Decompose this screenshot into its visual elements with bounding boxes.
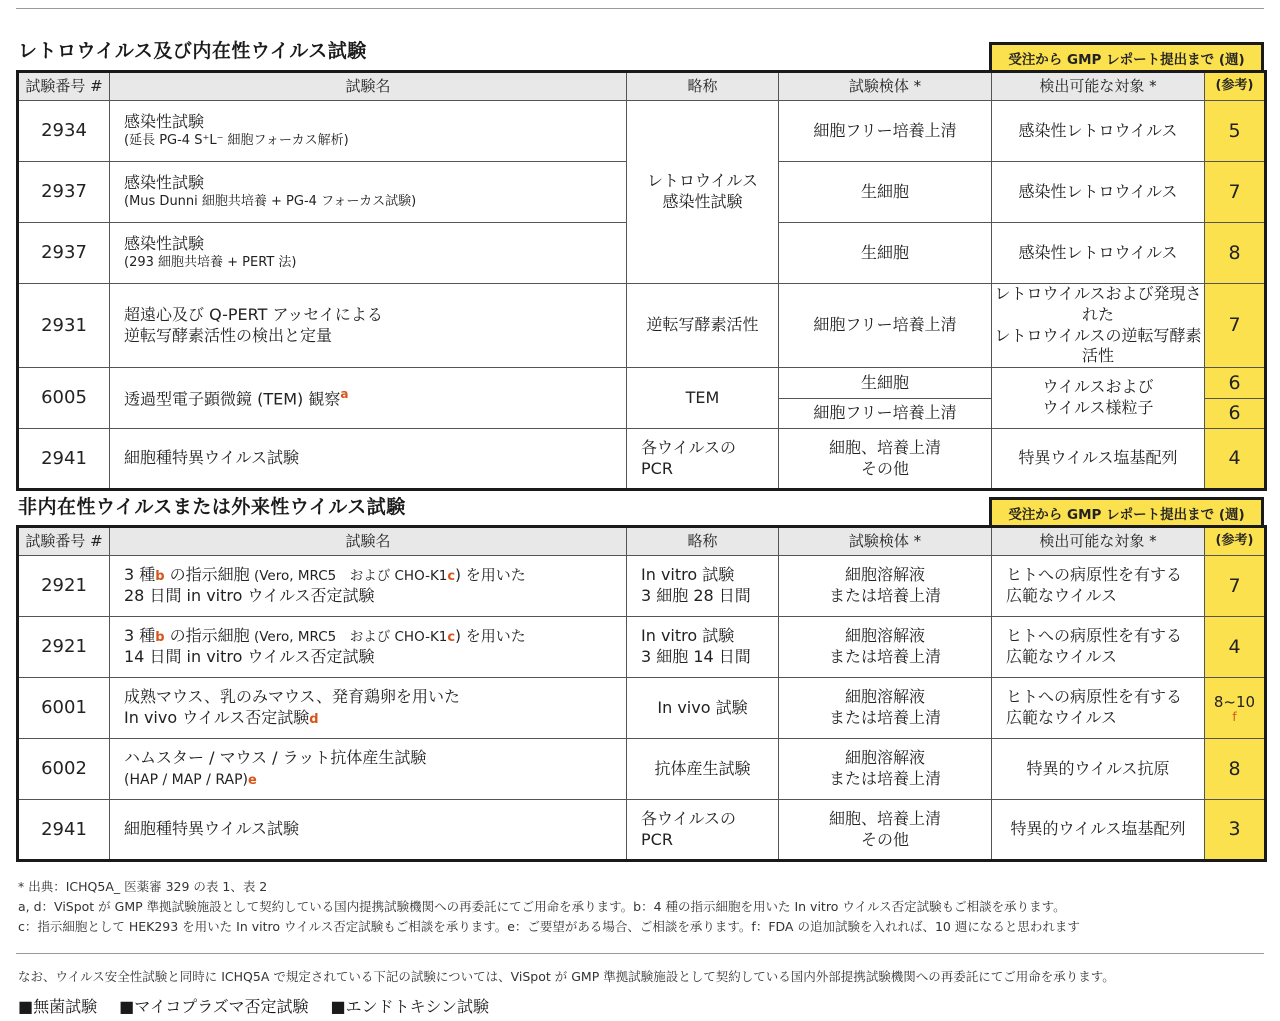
test-weeks: 8 [1205, 223, 1266, 284]
test-target: ウイルスおよび ウイルス様粒子 [992, 368, 1205, 429]
table-row [18, 739, 1266, 800]
header-test-name: 試験名 [110, 72, 627, 101]
test-target: 感染性レトロウイルス [992, 101, 1205, 162]
table-header-row [18, 72, 1266, 101]
test-number: 2941 [18, 429, 110, 490]
test-number: 2931 [18, 284, 110, 368]
test-weeks: 6 [1205, 368, 1266, 399]
test-target: 特異的ウイルス塩基配列 [992, 800, 1205, 861]
test-number: 6005 [18, 368, 110, 429]
test-number: 6002 [18, 739, 110, 800]
sterility-test-item: ■無菌試験 [18, 997, 98, 1016]
section2-title: 非内在性ウイルスまたは外来性ウイルス試験 [18, 496, 406, 518]
table-header-row [18, 527, 1266, 556]
test-name: 細胞種特異ウイルス試験 [110, 800, 627, 861]
other-tests-list [18, 994, 489, 1017]
test-target: 特異的ウイルス抗原 [992, 739, 1205, 800]
test-specimen: 細胞フリー培養上清 [779, 284, 992, 368]
adventitious-virus-test-table [16, 525, 1267, 862]
test-abbreviation: In vivo 試験 [627, 678, 779, 739]
test-abbreviation: 抗体産生試験 [627, 739, 779, 800]
test-name: 感染性試験 (延長 PG-4 S⁺L⁻ 細胞フォーカス解析) [110, 101, 627, 162]
test-weeks: 6 [1205, 398, 1266, 429]
table-row [18, 284, 1266, 368]
test-weeks: 7 [1205, 162, 1266, 223]
test-target: ヒトへの病原性を有する 広範なウイルス [992, 678, 1205, 739]
test-abbreviation: 逆転写酵素活性 [627, 284, 779, 368]
test-weeks: 7 [1205, 284, 1266, 368]
footnote-line: c：指示細胞として HEK293 を用いた In vitro ウイルス否定試験もご相談を承ります。e：ご要望がある場合、ご相談を承ります。f：FDA の追加試験を入れれば、10 週になると思われます [18, 919, 1080, 934]
test-abbreviation: 各ウイルスの PCR [627, 800, 779, 861]
footnote-marker: a [340, 386, 349, 401]
test-name: 3 種b の指示細胞 (Vero, MRC5 および CHO-K1c) を用いた 14 日間 in vitro ウイルス否定試験 [110, 617, 627, 678]
footer-note: なお、ウイルス安全性試験と同時に ICHQ5A で規定されている下記の試験については、ViSpot が GMP 準拠試験施設として契約している国内外部提携試験機関への再委託にてご用命を承ります。 [18, 969, 1115, 984]
table-row [18, 678, 1266, 739]
footnote-line: a, d：ViSpot が GMP 準拠試験施設として契約している国内提携試験機関への再委託にてご用命を承ります。b：4 種の指示細胞を用いた In vitro ウイルス否定試験もご相談を承ります。 [18, 899, 1066, 914]
retrovirus-test-table [16, 70, 1267, 491]
section1-title: レトロウイルス及び内在性ウイルス試験 [18, 40, 367, 62]
test-number: 2941 [18, 800, 110, 861]
test-specimen: 細胞、培養上清 その他 [779, 429, 992, 490]
test-number: 2934 [18, 101, 110, 162]
footnote-marker: d [309, 711, 319, 727]
test-target: ヒトへの病原性を有する 広範なウイルス [992, 556, 1205, 617]
header-abbreviation: 略称 [627, 72, 779, 101]
test-number: 2937 [18, 162, 110, 223]
test-specimen: 生細胞 [779, 162, 992, 223]
test-specimen: 細胞フリー培養上清 [779, 101, 992, 162]
header-test-name: 試験名 [110, 527, 627, 556]
test-target: 感染性レトロウイルス [992, 223, 1205, 284]
top-divider [16, 8, 1264, 9]
test-abbreviation: In vitro 試験 3 細胞 28 日間 [627, 556, 779, 617]
header-abbreviation: 略称 [627, 527, 779, 556]
section2-turnaround-label: 受注から GMP レポート提出まで (週) [989, 497, 1264, 525]
endotoxin-test-item: ■エンドトキシン試験 [330, 997, 490, 1016]
test-specimen: 細胞溶解液 または培養上清 [779, 556, 992, 617]
test-number: 2921 [18, 556, 110, 617]
test-specimen: 細胞溶解液 または培養上清 [779, 678, 992, 739]
test-name: 成熟マウス、乳のみマウス、発育鶏卵を用いた In vivo ウイルス否定試験d [110, 678, 627, 739]
test-weeks: 3 [1205, 800, 1266, 861]
test-target: ヒトへの病原性を有する 広範なウイルス [992, 617, 1205, 678]
test-name: 透過型電子顕微鏡 (TEM) 観察$^a$ [110, 368, 627, 429]
test-weeks: 8~10 f [1205, 678, 1266, 739]
test-target: 感染性レトロウイルス [992, 162, 1205, 223]
test-number: 6001 [18, 678, 110, 739]
test-number: 2921 [18, 617, 110, 678]
test-number: 2937 [18, 223, 110, 284]
footnote-source: * 出典：ICHQ5A_ 医薬審 329 の表 1、表 2 [18, 879, 268, 894]
test-weeks: 8 [1205, 739, 1266, 800]
test-name: 超遠心及び Q-PERT アッセイによる 逆転写酵素活性の検出と定量 [110, 284, 627, 368]
header-test-number: 試験番号 # [18, 72, 110, 101]
table-row [18, 617, 1266, 678]
test-specimen: 細胞フリー培養上清 [779, 398, 992, 429]
header-target: 検出可能な対象 * [992, 72, 1205, 101]
test-target: 特異ウイルス塩基配列 [992, 429, 1205, 490]
test-name: 3 種b の指示細胞 (Vero, MRC5 および CHO-K1c) を用いた 28 日間 in vitro ウイルス否定試験 [110, 556, 627, 617]
test-specimen: 生細胞 [779, 223, 992, 284]
header-target: 検出可能な対象 * [992, 527, 1205, 556]
test-specimen: 細胞溶解液 または培養上清 [779, 617, 992, 678]
table-row [18, 101, 1266, 162]
table-row [18, 368, 1266, 399]
test-abbreviation: In vitro 試験 3 細胞 14 日間 [627, 617, 779, 678]
table-row [18, 429, 1266, 490]
header-test-number: 試験番号 # [18, 527, 110, 556]
test-target: レトロウイルスおよび発現された レトロウイルスの逆転写酵素活性 [992, 284, 1205, 368]
table-row [18, 800, 1266, 861]
test-specimen: 細胞、培養上清 その他 [779, 800, 992, 861]
mycoplasma-test-item: ■マイコプラズマ否定試験 [119, 997, 309, 1016]
footnotes [18, 877, 1080, 937]
test-weeks: 7 [1205, 556, 1266, 617]
header-specimen: 試験検体 * [779, 527, 992, 556]
test-weeks: 4 [1205, 429, 1266, 490]
header-reference-weeks: (参考) [1205, 527, 1266, 556]
test-name: 感染性試験 (Mus Dunni 細胞共培養 + PG-4 フォーカス試験) [110, 162, 627, 223]
test-weeks: 5 [1205, 101, 1266, 162]
section1-turnaround-label: 受注から GMP レポート提出まで (週) [989, 42, 1264, 70]
test-name: ハムスター / マウス / ラット抗体産生試験 (HAP / MAP / RAP)e [110, 739, 627, 800]
test-name: 細胞種特異ウイルス試験 [110, 429, 627, 490]
test-abbreviation: レトロウイルス 感染性試験 [627, 101, 779, 284]
test-specimen: 生細胞 [779, 368, 992, 399]
test-weeks: 4 [1205, 617, 1266, 678]
test-name: 感染性試験 (293 細胞共培養 + PERT 法) [110, 223, 627, 284]
header-reference-weeks: (参考) [1205, 72, 1266, 101]
table-row [18, 556, 1266, 617]
footnote-marker: e [247, 772, 257, 788]
test-abbreviation: TEM [627, 368, 779, 429]
test-specimen: 細胞溶解液 または培養上清 [779, 739, 992, 800]
test-abbreviation: 各ウイルスの PCR [627, 429, 779, 490]
bottom-divider [16, 953, 1264, 954]
header-specimen: 試験検体 * [779, 72, 992, 101]
